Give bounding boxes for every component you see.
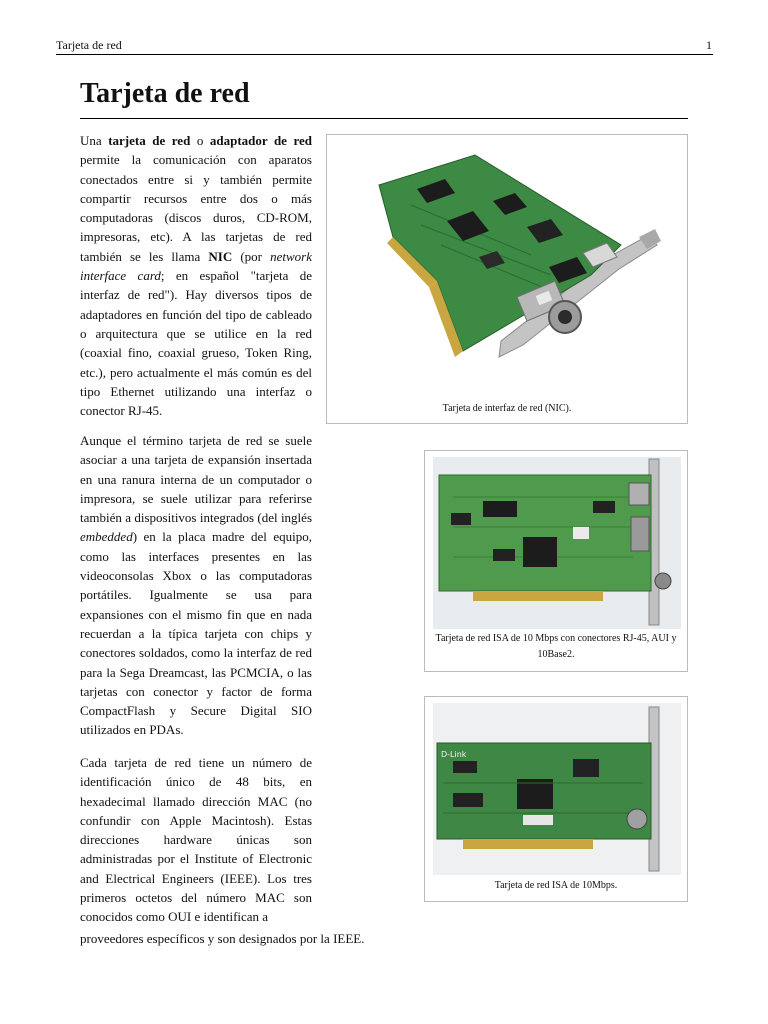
figure-caption: Tarjeta de red ISA de 10 Mbps con conectores RJ-45, AUI y 10Base2. xyxy=(435,633,677,660)
figure-nic xyxy=(326,134,688,424)
nic-photo xyxy=(351,145,667,397)
paragraph-intro: Una tarjeta de red o adaptador de red permite la comunicación con aparatos conectados entre si y también permite compartir recursos entre dos o más computadoras (discos duros, CD-ROM, impresoras, etc). A las tarjetas de red también se les llama NIC (por network interface card; en español "tarjeta de interfaz de red"). Hay diversos tipos de adaptadores en función del tipo de cableado o arquitectura que se utilice en la red (coaxial fino, coaxial grueso, Token Ring, etc.), pero actualmente el más común es del tipo Ethernet utilizando una interfaz o conector RJ-45. xyxy=(80,133,313,419)
paragraph-mac-address: Cada tarjeta de red tiene un número de identificación único de 48 bits, en hexadecimal llamado dirección MAC (no confundir con Apple Macintosh). Estas direcciones hardware únicas son administradas por el Institute of Electronic and Electrical Engineers (IEEE). Los tres primeros octetos del número MAC son conocidos como OUI e identifican a xyxy=(80,755,312,925)
isa-nic-photo xyxy=(433,457,681,629)
term-tarjeta-de-red: tarjeta de red xyxy=(108,133,191,148)
figure-isa-nic-10mbps xyxy=(424,696,688,902)
title-rule xyxy=(80,118,688,119)
header-rule xyxy=(56,54,713,55)
board-brand-label: D-Link xyxy=(441,750,467,759)
page-title: Tarjeta de red xyxy=(80,78,250,109)
figure-caption: Tarjeta de interfaz de red (NIC). xyxy=(442,403,572,414)
figure-isa-nic-connectors xyxy=(424,450,688,672)
term-adaptador-de-red: adaptador de red xyxy=(209,133,313,148)
running-title: Tarjeta de red xyxy=(56,38,122,52)
term-network-interface-card: network interface card xyxy=(80,248,312,284)
term-nic: NIC xyxy=(208,248,233,264)
figure-caption: Tarjeta de red ISA de 10Mbps. xyxy=(494,880,618,891)
paragraph-mac-address-tail: proveedores específicos y son designados por la IEEE. xyxy=(80,931,365,946)
term-embedded: embedded xyxy=(80,529,133,545)
dlink-nic-photo xyxy=(433,703,681,875)
page-number: 1 xyxy=(706,38,712,52)
paragraph-integrated: Aunque el término tarjeta de red se suele asociar a una tarjeta de expansión insertada en una ranura interna de un computador o impresora, se suele utilizar para referirse también a dispositivos integrados (del inglés embedded) en la placa madre del equipo, como las interfaces presentes en las videoconsolas Xbox o las computadoras portátiles. Igualmente se usa para expansiones con el mismo fin que en nada recuerdan a la típica tarjeta con chips y conectores soldados, como la interfaz de red para la Sega Dreamcast, las PCMCIA, o las tarjetas con conector y factor de forma CompactFlash y Secure Digital SIO utilizados en PDAs. xyxy=(80,433,312,738)
